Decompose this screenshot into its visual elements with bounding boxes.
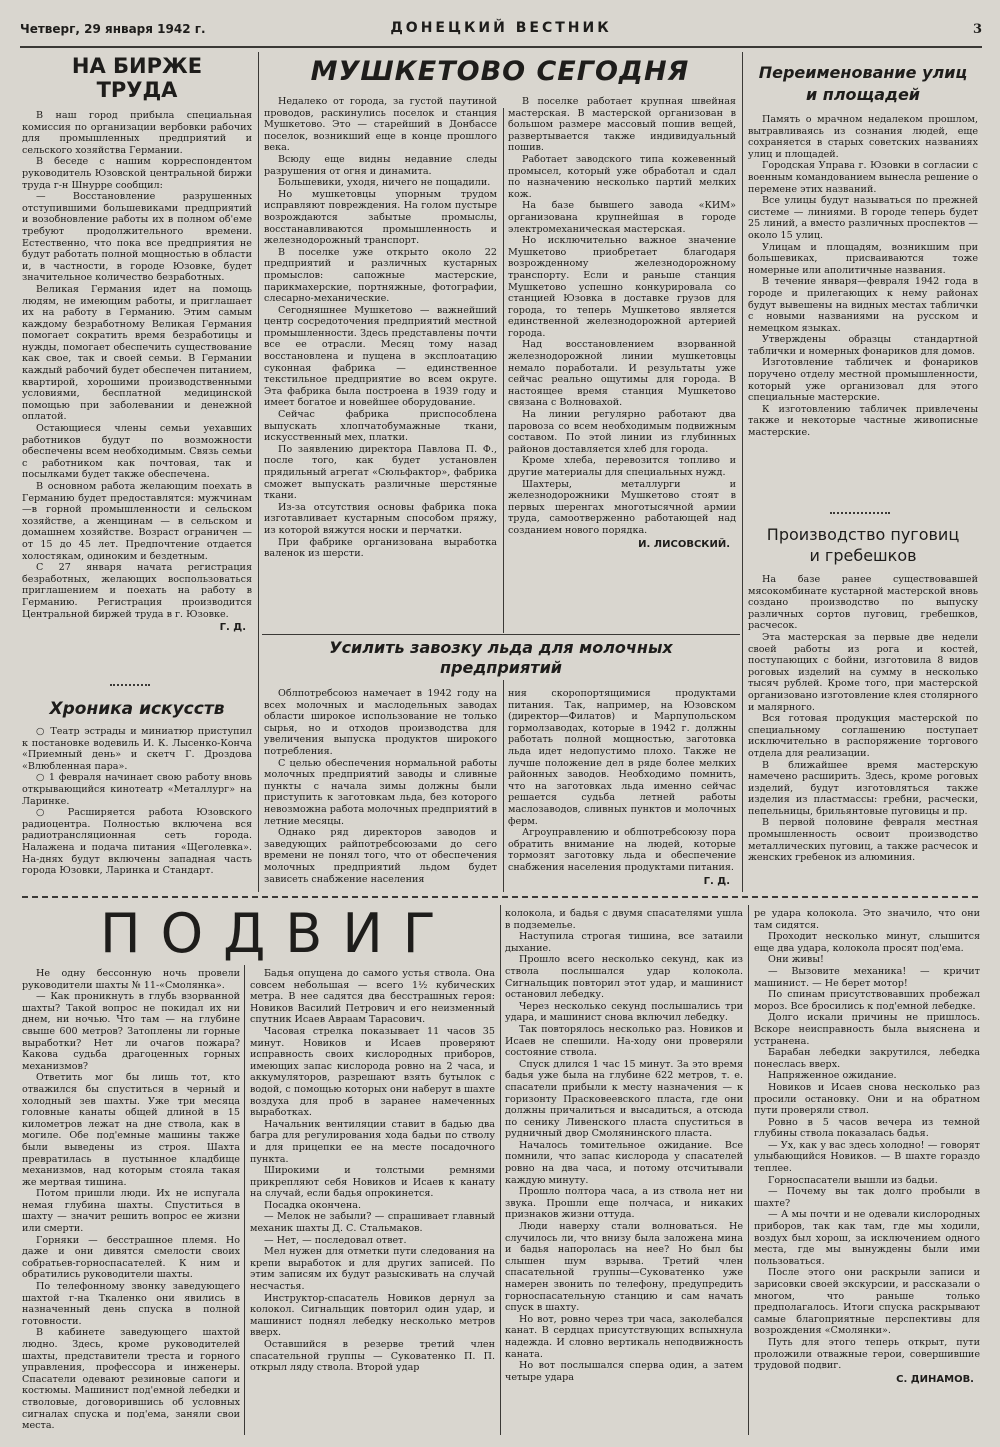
led-title-1: Усилить завозку льда для молочных	[329, 638, 673, 657]
podvig-paragraph: Горняки — бесстрашное племя. Но даже и они дивятся смелости своих собратьев-горноспасателей. К ним и обратились руководители шахты.	[22, 1234, 240, 1281]
ulitsy-title-2: и площадей	[805, 85, 920, 104]
podvig-paragraph: Бадья опущена до самого устья ствола. Она совсем небольшая — всего 1½ кубических метра. В нее садятся два бесстрашных героя: Новиков Василий Петрович и его неизменный спутник Исаев Авраам Тарасович.	[250, 968, 495, 1026]
podvig-paragraph: Через несколько секунд послышались три удара, и машинист снова включил лебедку.	[505, 1000, 743, 1024]
mushketovo-paragraph: Но исключительно важное значение Мушкетово приобретает благодаря возрожденному железнодорожному транспорту. Если и раньше станция Мушкетово успешно конкурировала со станцией Юзовка в доставке грузов для города, то теперь Мушкетово является единственной железнодорожной артерией города.	[508, 235, 736, 339]
podvig-col-2	[250, 968, 495, 1438]
ulitsy-paragraph: Память о мрачном недалеком прошлом, вытравливаясь из сознания людей, еще сохраняется в старых советских названиях улиц и площадей.	[748, 114, 978, 160]
led-col-1	[264, 688, 497, 890]
article-led	[262, 638, 740, 682]
pugovitsy-title-2: и гребешков	[809, 546, 917, 565]
podvig-paragraph: Инструктор-спасатель Новиков дернул за колокол. Сигнальщик повторил один удар, и машинист поднял лебедку несколько метров вверх.	[250, 1292, 495, 1339]
podvig-paragraph: — Нет, — последовал ответ.	[264, 1234, 407, 1246]
podvig-title: ПОДВИГ	[100, 902, 456, 965]
pugovitsy-paragraph: На базе ранее существовавшей мясокомбинате кустарной мастерской вновь создано производство по выпуску различных сортов пуговиц, гребешков, расчесок.	[748, 574, 978, 632]
podvig-paragraph: Долго искали причины не пришлось. Вскоре неисправность была выяснена и устранена.	[754, 1012, 980, 1047]
ulitsy-paragraph: К изготовлению табличек привлечены также и некоторые частные живописные мастерские.	[748, 403, 978, 439]
birzha-signature: Г. Д.	[219, 622, 246, 634]
podvig-paragraph: Наступила строгая тишина, все затаили дыхание.	[505, 931, 743, 954]
podvig-paragraph: Широкими и толстыми ремнями прикрепляют себя Новиков и Исаев к канату на случай, если бадья опрокинется.	[250, 1165, 495, 1200]
podvig-paragraph: Так повторялось несколько раз. Новиков и Исаев не спешили. На-ходу они проверяли состояние ствола.	[505, 1023, 743, 1059]
podvig-paragraph: Барабан лебедки закрутился, лебедка понеслась вверх.	[754, 1047, 980, 1070]
mushketovo-col-2	[508, 96, 736, 631]
podvig-col-1	[22, 968, 240, 1438]
mushketovo-paragraph: Большевики, уходя, ничего не пощадили.	[278, 177, 491, 189]
birzha-paragraph: Великая Германия идет на помощь людям, не имеющим работы, и приглашает их на работу в Германию. Этим самым каждому безработному Великая Германия помогает сократить время безработицы и нужды, помогает обеспечить существование как свое, так и своей семьи. В Германии каждый рабочий будет обеспечен питанием, квартирой, хорошими производственными условиями, бесплатной медицинской помощью при заболевании и денежной оплатой.	[22, 283, 252, 423]
led-title-2: предприятий	[440, 658, 562, 677]
podvig-paragraph: Напряженное ожидание.	[768, 1070, 897, 1082]
podvig-paragraph: Но вот послышался сперва один, а затем четыре удара	[505, 1360, 743, 1383]
podvig-paragraph: Путь для этого теперь открыт, пути проложили отважные герои, совершившие трудовой подвиг.	[754, 1336, 980, 1372]
mushketovo-paragraph: Сегодняшнее Мушкетово — важнейший центр сосредоточения предприятий местной промышленности. Здесь представлены почти все ее отрасли. Месяц тому назад восстановлена и пущена в эксплоатацию суконная фабрика — единственное текстильное предприятие во всем округе. Эта фабрика была построена в 1939 году и имеет богатое и новейшее оборудование.	[264, 304, 497, 409]
podvig-paragraph: Люди наверху стали волноваться. Не случилось ли, что внизу была заложена мина и бадья напоролась на нее? Но был бы слышен шум взрыва. Третий член спасательной группы—Суковатенко уже намерен звонить по телефону, предупредить горноспасательную станцию и сам начать спуск в шахту.	[505, 1221, 743, 1314]
podvig-paragraph: По спинам присутствовавших пробежал мороз. Все бросились к под'емной лебедке.	[754, 989, 980, 1012]
pugovitsy-paragraph: В ближайшее время мастерскую намечено расширить. Здесь, кроме роговых изделий, будут изготовляться также изделия из пластмассы: гребни, расчески, пепельницы, брильянтовые пуговицы и пр.	[748, 759, 978, 817]
page-header	[20, 18, 982, 46]
pugovitsy-paragraph: В первой половине февраля местная промышленность освоит производство металлических пуговиц, а также расчесок и женских гребенок из алюминия.	[748, 817, 978, 864]
ulitsy-paragraph: Улицам и площадям, возникшим при большевиках, присваиваются тоже номерные или аполитичные названия.	[748, 241, 978, 276]
article-pugovitsy	[748, 524, 978, 890]
podvig-paragraph: — Ух, как у вас здесь холодно! — говорят улыбающийся Новиков. — В шахте гораздо теплее.	[754, 1139, 980, 1175]
podvig-paragraph: Ответить мог бы лишь тот, кто отважился бы спуститься в черный и холодный зев шахты. Уже три месяца головные канаты общей длиной в 15 километров лежат на дне ствола, как в могиле. Обе под'емные машины также были выведены из строя. Шахта превратилась в пустынное кладбище механизмов, над которым стояла такая же мертвая тишина.	[22, 1072, 240, 1188]
ulitsy-paragraph: Утверждены образцы стандартной таблички и номерных фонариков для домов.	[748, 334, 978, 357]
mushketovo-paragraph: В поселке уже открыто около 22 предприятий и различных кустарных промыслов: сапожные мастерские, парикмахерские, портняжные, фотографии, слесарно-механические.	[264, 246, 497, 305]
chronika-item: ○ 1 февраля начинает свою работу вновь открывающийся кинотеатр «Металлург» на Ларинке.	[22, 772, 252, 807]
birzha-paragraph: — Восстановление разрушенных отступившими большевиками предприятий и возобновление работы их в полном об'еме требуют продолжительного времени. Естественно, что пока все предприятия не будут работать полной мощностью в области и, в частности, в городе Юзовке, будет значительное количество безработных.	[22, 191, 252, 284]
mushketovo-paragraph: При фабрике организована выработка валенок из шерсти.	[264, 536, 497, 560]
birzha-paragraph: В беседе с нашим корреспондентом руководитель Юзовской центральной биржи труда г-н Шнурре сообщил:	[22, 156, 252, 191]
podvig-paragraph: Спуск длился 1 час 15 минут. За это время бадья уже была на глубине 622 метров, т. е. спасатели прибыли к месту назначения — к горизонту Прасковеевского пласта, где они должны причалиться и высадиться, а отсюда по сенику Ливенского пласта спуститься в рудничный двор Смолянинского пласта.	[505, 1058, 743, 1140]
pugovitsy-title-1: Производство пуговиц	[766, 525, 960, 544]
ulitsy-paragraph: В течение января—февраля 1942 года в городе и прилегающих к нему районах будут вывешены на видных местах таблички с новыми названиями на русском и немецком языках.	[748, 276, 978, 334]
mushketovo-signature: И. ЛИСОВСКИЙ.	[638, 538, 730, 550]
mushketovo-title: МУШКЕТОВО СЕГОДНЯ	[310, 56, 690, 87]
podvig-paragraph: Прошло всего несколько секунд, как из ствола послышался удар колокола. Сигнальщик повторил этот удар, и машинист остановил лебедку.	[505, 954, 743, 1001]
mushketovo-paragraph: Из-за отсутствия основы фабрика пока изготавливает кустарным способом пряжу, из которой вяжутся носки и перчатки.	[264, 501, 497, 536]
mushketovo-paragraph: Кроме хлеба, перевозится топливо и другие материалы для специальных нужд.	[508, 455, 736, 478]
podvig-paragraph: — Мелок не забыли? — спрашивает главный механик шахты Д. С. Стальмаков.	[250, 1211, 495, 1235]
led-paragraph: ния скоропортящимися продуктами питания. Так, например, на Юзовском (директор—Филатов) и Марпупольском гормолзаводах, которые в 1942 г. должны работать полной мощностью, заготовка льда идет недопустимо плохо. Также не лучше положение дел в ряде более мелких районных заводов. Необходимо помнить, что на заготовках льда именно сейчас решается судьба летней работы маслозаводов, сливных пунктов и молочных ферм.	[508, 688, 736, 827]
article-chronika	[22, 698, 252, 888]
podvig-paragraph: Они живы!	[768, 954, 824, 966]
led-paragraph: Облпотребсоюз намечает в 1942 году на всех молочных и маслодельных заводах области широкое использование не только сырья, но и отходов производства для увеличения выпуска продуктов широкого потребления.	[264, 688, 497, 757]
column-rule	[742, 52, 743, 892]
podvig-paragraph: Оставшийся в резерве третий член спасательной группы — Суковатенко П. П. открыл ляду ствола. Второй удар	[250, 1339, 495, 1374]
podvig-paragraph: Не одну бессонную ночь провели руководители шахты № 11-«Смолянка».	[22, 968, 240, 991]
header-date: Четверг, 29 января 1942 г.	[20, 22, 206, 36]
led-signature: Г. Д.	[703, 875, 730, 887]
podvig-paragraph: Начальник вентиляции ставит в бадью два багра для регулирования хода бадьи по стволу и для прицепки ее на месте посадочного пункта.	[250, 1118, 495, 1165]
ulitsy-paragraph: Городская Управа г. Юзовки в согласии с военным командованием вынесла решение о перемене этих названий.	[748, 160, 978, 195]
podvig-paragraph: — Как проникнуть в глубь взорванной шахты? Такой вопрос не покидал их ни днем, ни ночью. Что там — на глубине свыше 600 метров? Затоплены ли горные выработки? Нет ли очагов пожара? Какова судьба драгоценных горных механизмов?	[22, 991, 240, 1072]
birzha-paragraph: В наш город прибыла специальная комиссия по организации вербовки рабочих для промышленных предприятий и сельского хозяйства Германии.	[22, 110, 252, 156]
podvig-paragraph: Ровно в 5 часов вечера из темной глубины ствола показалась бадья.	[754, 1116, 980, 1140]
mushketovo-paragraph: В поселке работает крупная швейная мастерская. В мастерской организован в большом размере массовый пошив вещей, развертывается также индивидуальный пошив.	[508, 96, 736, 154]
birzha-paragraph: В основном работа желающим поехать в Германию будет предоставлятся: мужчинам—в горной промышленности и сельском хозяйстве, а женщинам — в сельском и домашнем хозяйстве. Возраст ограничен — от 15 до 45 лет. Предпочтение отдается холостякам, одиноким и бездетным.	[22, 481, 252, 562]
column-rule	[258, 52, 259, 892]
birzha-paragraph: Остающиеся члены семьи уехавших работников будут по возможности обеспечены всем необходимым. Связь семьи с работником как почтовая, так и посылками будет также обеспечена.	[22, 423, 252, 481]
podvig-paragraph: Проходит несколько минут, слышится еще два удара, колокола просят под'ема.	[754, 931, 980, 954]
podvig-paragraph: ре удара колокола. Это значило, что они там сидятся.	[754, 908, 980, 931]
separator	[110, 684, 150, 690]
podvig-paragraph: После этого они раскрыли записи и зарисовки своей экскурсии, и рассказали о многом, что раньше только предполагалось. Итоги спуска раскрывают самые благоприятные перспективы для возрождения «Смолянки».	[754, 1267, 980, 1337]
newspaper-name: ДОНЕЦКИЙ ВЕСТНИК	[390, 20, 612, 36]
podvig-paragraph: По телефонному звонку заведующего шахтой г-на Ткаленко они явились в назначенный день спуска в полной готовности.	[22, 1281, 240, 1327]
podvig-paragraph: В кабинете заведующего шахтой людно. Здесь, кроме руководителей шахты, представители треста и горного управления, профессора и инженеры. Спасатели одевают резиновые сапоги и костюмы. Машинист под'емной лебедки и стволовые, договорившись об условных сигналах спуска и под'ема, заняли свои места.	[22, 1327, 240, 1432]
led-col-2	[508, 688, 736, 890]
mushketovo-paragraph: На базе бывшего завода «КИМ» организована крупнейшая в городе электромеханическая мастерская.	[508, 200, 736, 235]
mushketovo-paragraph: Всюду еще видны недавние следы разрушения от огня и динамита.	[264, 153, 497, 177]
column-rule	[500, 905, 501, 1435]
pugovitsy-paragraph: Вся готовая продукция мастерской по специальному соглашению поступает исключительно в распоряжение торгового отдела для реализации.	[748, 713, 978, 759]
birzha-body	[22, 110, 252, 620]
pugovitsy-paragraph: Эта мастерская за первые две недели своей работы из рога и костей, поступающих с бойни, изготовила 8 видов роговых изделий на сумму в несколько тысяч рублей. Кроме того, при мастерской организовано изготовление клея столярного и малярного.	[748, 631, 978, 713]
podvig-paragraph: Новиков и Исаев снова несколько раз просили остановку. Они и на обратном пути проверяли ствол.	[754, 1081, 980, 1117]
chronika-item: ○ Расширяется работа Юзовского радиоцентра. Полностью включена вся радиотрансляционная сеть города. Налажена и подача питания «Щеголевка». На-днях будут включены западная часть города Юзовки, Ларинка и Стандарт.	[22, 807, 252, 877]
column-rule	[503, 108, 504, 633]
mushketovo-col-1	[264, 96, 497, 631]
mushketovo-paragraph: Сейчас фабрика приспособлена выпускать хлопчатобумажные ткани, искусственный мех, платки.	[264, 409, 497, 444]
podvig-paragraph: — А мы почти и не одевали кислородных приборов, так как там, где мы ходили, воздух был хорош, за исключением одного места, где мы вынуждены были ими пользоваться.	[754, 1209, 980, 1267]
mushketovo-paragraph: На линии регулярно работают два паровоза со всем необходимым подвижным составом. По этой линии из глубинных районов доставляется хлеб для города.	[508, 409, 736, 455]
mushketovo-paragraph: Шахтеры, металлурги и железнодорожники Мушкетово стоят в первых шеренгах многотысячной армии труда, самоотверженно работающей над созданием нового порядка.	[508, 478, 736, 536]
podvig-paragraph: колокола, и бадья с двумя спасателями ушла в подземелье.	[505, 908, 743, 931]
podvig-paragraph: Прошло полтора часа, а из ствола нет ни звука. Прошли еще полчаса, и никаких признаков жизни оттуда.	[505, 1186, 743, 1221]
chronika-item: ○ Театр эстрады и миниатюр приступил к постановке водевиль И. К. Лысенко-Конча «Приемный день» и скетч Г. Дроздова «Влюбленная пара».	[22, 726, 252, 772]
article-ulitsy	[748, 62, 978, 507]
podvig-paragraph: — Почему вы так долго пробыли в шахте?	[754, 1186, 980, 1209]
column-rule	[244, 965, 245, 1435]
podvig-signature: С. ДИНАМОВ.	[896, 1373, 974, 1385]
birzha-title-1: НА БИРЖЕ	[71, 54, 203, 78]
article-birzha	[22, 54, 252, 694]
podvig-col-3	[505, 908, 743, 1438]
birzha-title-2: ТРУДА	[96, 78, 178, 102]
ulitsy-paragraph: Все улицы будут называться по прежней системе — линиями. В городе теперь будет 25 линий, а вместо различных проспектов — около 15 улиц.	[748, 195, 978, 241]
podvig-paragraph: Часовая стрелка показывает 11 часов 35 минут. Новиков и Исаев проверяют исправность своих кислородных приборов, имеющих запас кислорода ровно на 2 часа, и аккумуляторов, разрешают взять бутылок с водой, с помощью которых они наберут в шахте воздуха для проб в заранее намеченных выработках.	[250, 1025, 495, 1119]
led-paragraph: С целью обеспечения нормальной работы молочных предприятий заводы и сливные пункты с начала зимы должны были приступить к заготовкам льда, без которого невозможна работа молочных предприятий в летние месяцы.	[264, 757, 497, 827]
section-rule	[22, 896, 980, 898]
podvig-paragraph: — Вызовите механика! — кричит машинист. — Не берет мотор!	[754, 965, 980, 989]
led-paragraph: Агроуправлению и облпотребсоюзу пора обратить внимание на людей, которые тормозят заготовку льда и обеспечение снабжения населения продуктами питания.	[508, 827, 736, 873]
led-paragraph: Однако ряд директоров заводов и заведующих райпотребсоюзами до сего времени не понял того, что от обеспечения молочных предприятий льдом будет зависеть снабжение населения	[264, 827, 497, 885]
podvig-paragraph: Посадка окончена.	[264, 1199, 362, 1211]
column-rule	[748, 905, 749, 1435]
column-rule	[503, 680, 504, 892]
podvig-col-4	[754, 908, 980, 1438]
podvig-paragraph: Мел нужен для отметки пути следования на крепи выработок и для других записей. По этим записям их будут разыскивать на случай несчастья.	[250, 1246, 495, 1293]
mushketovo-paragraph: По заявлению директора Павлова П. Ф., после того, как будет установлен прядильный агрегат «Сюльфактор», фабрика сможет выпускать различные шерстяные ткани.	[264, 443, 497, 502]
page-number: 3	[972, 22, 982, 37]
ulitsy-title-1: Переименование улиц	[758, 63, 968, 82]
header-rule	[20, 46, 982, 48]
mushketovo-paragraph: Работает заводского типа кожевенный промысел, который уже обработал и сдал по назначению несколько партий мелких кож.	[508, 153, 736, 200]
mushketovo-paragraph: Но мушкетовцы упорным трудом исправляют повреждения. На голом пустыре возрождаются забытые промыслы, восстанавливаются промышленность и железнодорожный транспорт.	[264, 188, 497, 247]
ulitsy-paragraph: Изготовление табличек и фонариков поручено отделу местной промышленности, который уже организовал для этого специальные мастерские.	[748, 357, 978, 404]
mushketovo-paragraph: Недалеко от города, за густой паутиной проводов, раскинулись поселок и станция Мушкетово. Это — старейший в Донбассе поселок, возникший еще в конце прошлого века.	[264, 96, 497, 154]
podvig-paragraph: Началось томительное ожидание. Все помнили, что запас кислорода у спасателей ровно на два часа, и потому отсчитывали каждую минуту.	[505, 1139, 743, 1186]
mushketovo-paragraph: Над восстановлением взорванной железнодорожной линии мушкетовцы немало поработали. И результаты уже сейчас реально ощутимы для города. В настоящее время станция Мушкетово связана с Волновахой.	[508, 339, 736, 409]
podvig-paragraph: Потом пришли люди. Их не испугала немая глубина шахты. Спуститься в шахту — значит решить вопрос ее жизни или смерти.	[22, 1188, 240, 1235]
birzha-paragraph: С 27 января начата регистрация безработных, желающих воспользоваться приглашением и поехать на работу в Германию. Регистрация производится Центральной биржей труда в г. Юзовке.	[22, 562, 252, 620]
section-rule	[262, 634, 740, 635]
separator	[830, 512, 890, 518]
podvig-paragraph: Но вот, ровно через три часа, заколебался канат. В сердцах присутствующих вспыхнула надежда. И словно вертикаль неподвижность каната.	[505, 1313, 743, 1360]
chronika-title: Хроника искусств	[49, 699, 225, 719]
podvig-paragraph: Горноспасатели вышли из бадьи.	[768, 1174, 938, 1186]
